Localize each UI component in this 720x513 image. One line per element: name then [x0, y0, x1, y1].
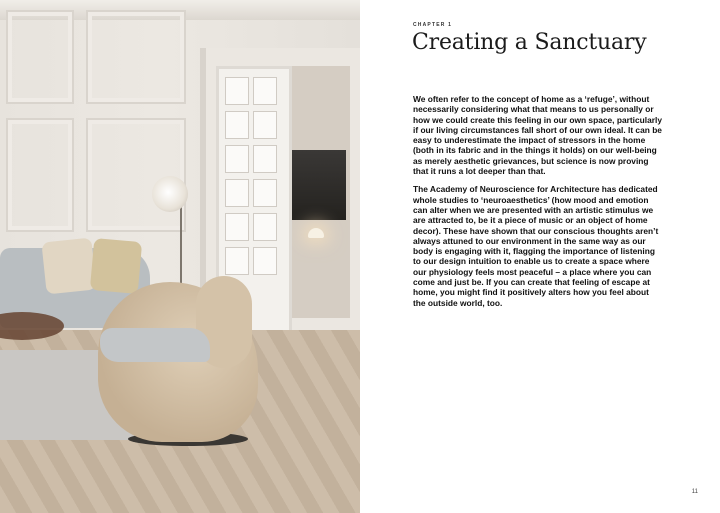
floor-lamp-icon: [152, 176, 188, 212]
page-number: 11: [691, 489, 698, 495]
chapter-label: CHAPTER 1: [413, 22, 453, 28]
text-page: [360, 0, 720, 513]
paragraph: We often refer to the concept of home as a ‘refuge’, without necessarily considering what that means to us personally or how we could create this feeling in our own space, particularly if our living circumstances fall short of our own ideal. It can be easy to underestimate the impact of stressors in the home (both in its fabric and in the things it holds) on our well-being as merely aesthetic grievances, but science is now proving that it runs a lot deeper than that.: [413, 94, 662, 177]
wall-panel: [86, 118, 186, 232]
throw-blanket: [100, 328, 210, 362]
wall-panel: [6, 118, 74, 232]
wall-panel: [86, 10, 186, 104]
body-text: [413, 94, 663, 316]
painting: [292, 150, 346, 220]
paragraph: The Academy of Neuroscience for Architecture has dedicated whole studies to ‘neuroaesthetics’ (how mood and emotion can alter when we are presented with an artistic stimulus we are attracted to, be it a piece of music or an object of home decor). These have shown that our conscious thoughts aren’t always attuned to our environment in the same way as our body is engaging with it, flagging the importance of listening to our design intuition to enable us to create a space where our physiology feels most peaceful – a place where you can come and just be. If you can create that feeling of escape at home, you might find it positively alters how you feel about the outside world, too.: [413, 184, 659, 308]
pillow: [90, 238, 142, 294]
pillow: [41, 238, 96, 295]
wall-panel: [6, 10, 74, 104]
lamp-glow: [308, 228, 324, 238]
page-title: Creating a Sanctuary: [412, 30, 647, 55]
